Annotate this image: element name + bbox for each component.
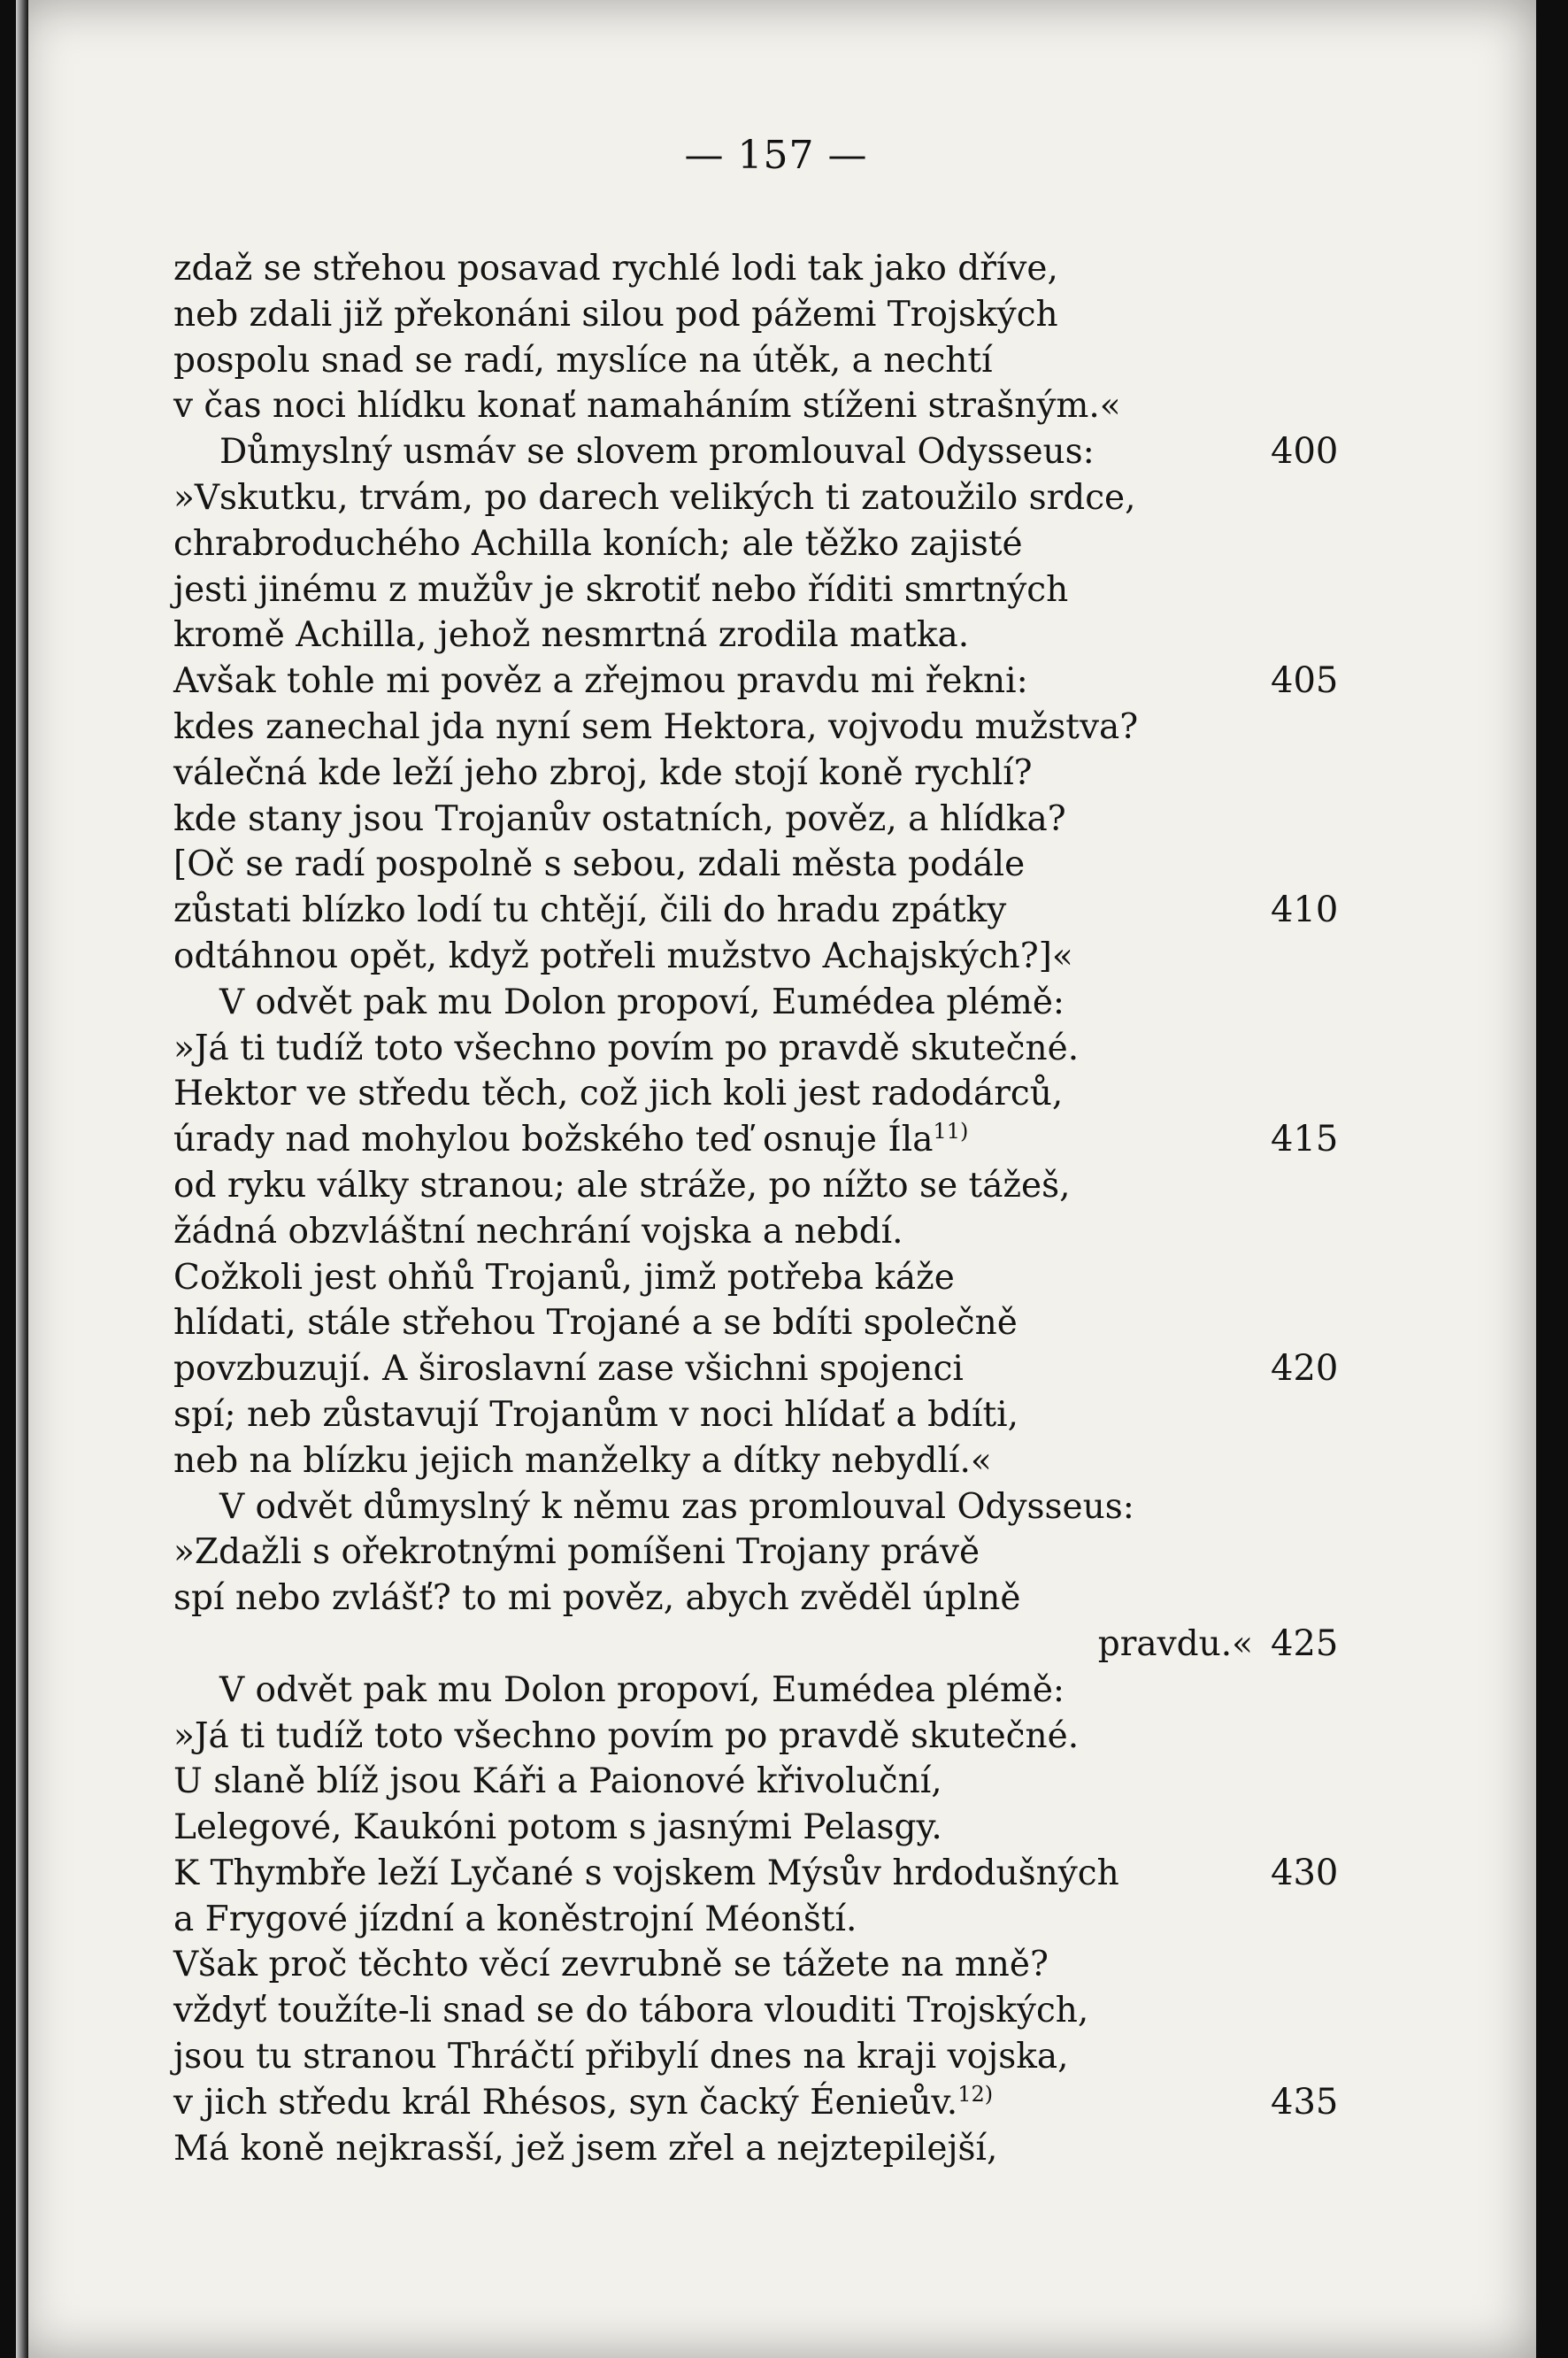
verse-line-text: neb na blízku jejich manželky a dítky nebydlí.« — [173, 1440, 992, 1481]
verse-line-text: »Zdažli s ořekrotnými pomíšeni Trojany právě — [173, 1532, 980, 1573]
footnote-marker: 11) — [933, 1119, 969, 1144]
verse-line-text: úrady nad mohylou božského teď osnuje Íla$^{11)}$ — [173, 1119, 969, 1160]
verse-line — [173, 980, 1350, 1026]
line-number: 435 — [1271, 2081, 1339, 2123]
verse-line — [173, 797, 1350, 843]
verse-line — [173, 1392, 1350, 1438]
verse-line-text: Hektor ve středu těch, což jich koli jest radodárců, — [173, 1074, 1064, 1114]
verse-line — [173, 1714, 1350, 1760]
page-number: — 157 — — [684, 133, 868, 178]
verse-line-text: Důmyslný usmáv se slovem promlouval Odysseus: — [219, 432, 1095, 473]
verse-line-text: v čas noci hlídku konať namaháním stíženi strašným.« — [173, 386, 1121, 427]
verse-line — [173, 2126, 1350, 2172]
verse-line — [173, 338, 1350, 384]
verse-line — [173, 1759, 1350, 1805]
verse-text — [173, 246, 1350, 2171]
line-number: 420 — [1271, 1348, 1339, 1390]
verse-line — [173, 888, 1350, 934]
verse-line — [173, 1438, 1350, 1484]
verse-line — [173, 1622, 1350, 1668]
verse-line-text: vždyť toužíte-li snad se do tábora vlouditi Trojských, — [173, 1991, 1089, 2031]
verse-line-text: spí nebo zvlášť? to mi pověz, abych zvěděl úplně — [173, 1578, 1021, 1619]
verse-line — [173, 1117, 1350, 1163]
verse-line-text: od ryku války stranou; ale stráže, po nížto se tážeš, — [173, 1165, 1071, 1206]
verse-line — [173, 1942, 1350, 1988]
verse-line — [173, 1530, 1350, 1576]
verse-line-text: Avšak tohle mi pověz a zřejmou pravdu mi řekni: — [173, 661, 1028, 702]
line-number: 400 — [1271, 431, 1339, 473]
verse-line-text: kde stany jsou Trojanův ostatních, pověz, a hlídka? — [173, 798, 1066, 839]
footnote-marker: 12) — [957, 2081, 994, 2107]
verse-line-text: žádná obzvláštní nechrání vojska a nebdí. — [173, 1211, 903, 1252]
line-number: 425 — [1271, 1622, 1339, 1664]
verse-line-text: zůstati blízko lodí tu chtějí, čili do hradu zpátky — [173, 890, 1007, 931]
verse-line — [173, 1897, 1350, 1943]
verse-line — [173, 1668, 1350, 1714]
verse-line — [173, 842, 1350, 888]
line-number: 410 — [1271, 890, 1339, 931]
line-number: 415 — [1271, 1119, 1339, 1160]
verse-line-text: v jich středu král Rhésos, syn čacký Éenieův.$^{12)}$ — [173, 2081, 994, 2123]
verse-line — [173, 475, 1350, 521]
verse-line-text: kromě Achilla, jehož nesmrtná zrodila matka. — [173, 615, 970, 656]
verse-line — [173, 1255, 1350, 1301]
verse-line — [173, 705, 1350, 751]
verse-line-text: »Já ti tudíž toto všechno povím po pravdě skutečné. — [173, 1028, 1080, 1068]
verse-line-text: Má koně nejkrasší, jež jsem zřel a nejztepilejší, — [173, 2128, 998, 2169]
verse-line — [173, 429, 1350, 475]
verse-line-text: odtáhnou opět, když potřeli mužstvo Achajských?]« — [173, 936, 1073, 976]
verse-line-text: spí; neb zůstavují Trojanům v noci hlídať a bdíti, — [173, 1394, 1019, 1435]
verse-line — [173, 1071, 1350, 1117]
verse-line — [173, 521, 1350, 567]
verse-line — [173, 1988, 1350, 2034]
verse-line-text: »Já ti tudíž toto všechno povím po pravdě skutečné. — [173, 1715, 1080, 1756]
verse-line-text: chrabroduchého Achilla koních; ale těžko zajisté — [173, 523, 1023, 564]
verse-line-text: V odvět důmyslný k němu zas promlouval Odysseus: — [219, 1486, 1134, 1527]
verse-line — [173, 659, 1350, 705]
verse-line — [173, 292, 1350, 338]
verse-line — [173, 1209, 1350, 1255]
verse-line-text: Však proč těchto věcí zevrubně se tážete na mně? — [173, 1945, 1049, 1985]
page-spine — [16, 0, 28, 2358]
verse-line — [173, 1484, 1350, 1530]
verse-line — [173, 2034, 1350, 2080]
verse-line-text: neb zdali již překonáni silou pod pážemi Trojských — [173, 294, 1058, 335]
verse-line-text: jsou tu stranou Thráčtí přibylí dnes na kraji vojska, — [173, 2037, 1069, 2077]
verse-line — [173, 567, 1350, 613]
verse-line — [173, 1576, 1350, 1622]
line-number: 405 — [1271, 660, 1339, 702]
verse-line — [173, 1026, 1350, 1072]
verse-line — [173, 1805, 1350, 1851]
verse-line-text: válečná kde leží jeho zbroj, kde stojí koně rychlí? — [173, 752, 1033, 793]
verse-line — [173, 1300, 1350, 1346]
verse-line — [173, 934, 1350, 980]
verse-line-text: V odvět pak mu Dolon propoví, Eumédea plémě: — [219, 1669, 1065, 1710]
book-page — [16, 0, 1536, 2358]
verse-line-text: hlídati, stále střehou Trojané a se bdíti společně — [173, 1303, 1018, 1344]
verse-line-text: povzbuzují. A široslavní zase všichni spojenci — [173, 1349, 964, 1390]
verse-line-text: Lelegové, Kaukóni potom s jasnými Pelasgy. — [173, 1807, 942, 1848]
verse-line-text: »Vskutku, trvám, po darech velikých ti zatoužilo srdce, — [173, 477, 1136, 518]
verse-line — [173, 751, 1350, 797]
verse-line-text: K Thymbře leží Lyčané s vojskem Mýsův hrdodušných — [173, 1853, 1119, 1893]
verse-line — [173, 2080, 1350, 2126]
verse-line-text: [Oč se radí pospolně s sebou, zdali města podále — [173, 844, 1026, 885]
verse-line — [173, 613, 1350, 659]
verse-line-text: zdaž se střehou posavad rychlé lodi tak jako dříve, — [173, 249, 1058, 289]
verse-line — [173, 1851, 1350, 1897]
verse-line-text: Cožkoli jest ohňů Trojanů, jimž potřeba káže — [173, 1257, 955, 1298]
verse-line-text: pospolu snad se radí, myslíce na útěk, a nechtí — [173, 340, 993, 381]
verse-line — [173, 1346, 1350, 1392]
verse-line-text: V odvět pak mu Dolon propoví, Eumédea plémě: — [219, 982, 1065, 1022]
verse-line-text: U slaně blíž jsou Káři a Paionové křivoluční, — [173, 1761, 942, 1802]
verse-line-text: a Frygové jízdní a koněstrojní Méonští. — [173, 1899, 857, 1939]
verse-line-text: pravdu.« — [1097, 1623, 1253, 1664]
verse-line — [173, 246, 1350, 292]
verse-line-text: kdes zanechal jda nyní sem Hektora, vojvodu mužstva? — [173, 706, 1139, 747]
line-number: 430 — [1271, 1852, 1339, 1893]
verse-line-text: jesti jinému z mužův je skrotiť nebo říditi smrtných — [173, 569, 1069, 610]
verse-line — [173, 1163, 1350, 1209]
verse-line — [173, 383, 1350, 429]
